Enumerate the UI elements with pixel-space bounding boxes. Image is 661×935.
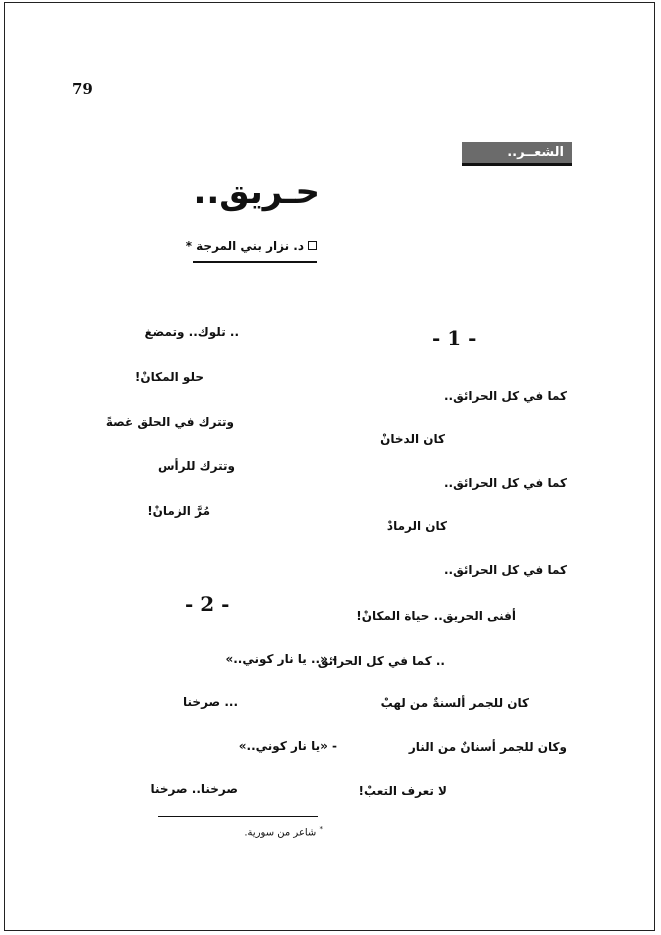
poem-line: وتترك في الحلق غصةً [105, 415, 234, 429]
footnote [243, 825, 323, 838]
poem-line: - «.. يا نار كوني..» [225, 652, 337, 666]
poem-line: وتترك للرأس [157, 459, 235, 473]
poem-line: .. كما في كل الحرائق [317, 654, 445, 668]
author-byline [185, 239, 317, 263]
poem-line: كما في كل الحرائق.. [443, 389, 567, 403]
page-number: 79 [72, 80, 93, 98]
poem-line: كان الرمادْ [386, 519, 447, 533]
poem-line: لا تعرف التعبْ! [358, 784, 447, 798]
part-number-2: - 2 - [185, 592, 230, 616]
poem-line: كان للجمر ألسنةٌ من لهبْ [380, 696, 529, 710]
poem-line: كان الدخانْ [380, 432, 445, 446]
author-name: د. نزار بني المرجة * [185, 239, 304, 253]
footnote-marker: * [319, 825, 323, 833]
footnote-text: شاعر من سورية. [244, 827, 317, 839]
poem-line: - «يا نار كوني..» [238, 739, 337, 753]
footnote-rule [158, 816, 318, 817]
poem-line: .. تلوك.. وتمضغ [144, 325, 239, 339]
poem-line: أفنى الحريق.. حياة المكانْ! [356, 609, 516, 623]
part-number-1: - 1 - [432, 326, 477, 350]
section-tab-label: الشعــر.. [507, 145, 564, 160]
poem-title: حـريق.. [193, 172, 320, 212]
poem-line: حلو المكانْ! [134, 370, 204, 384]
poem-line: كما في كل الحرائق.. [443, 476, 567, 490]
poem-line: وكان للجمر أسنانٌ من النار [408, 740, 567, 754]
poem-line: صرخنا.. صرخنا [150, 782, 238, 796]
square-bullet-icon [308, 241, 317, 250]
poem-line: ... صرخنا [183, 695, 238, 709]
poem-line: كما في كل الحرائق.. [443, 563, 567, 577]
poem-line: مُرَّ الزمانْ! [147, 504, 210, 518]
section-tab [462, 142, 572, 166]
